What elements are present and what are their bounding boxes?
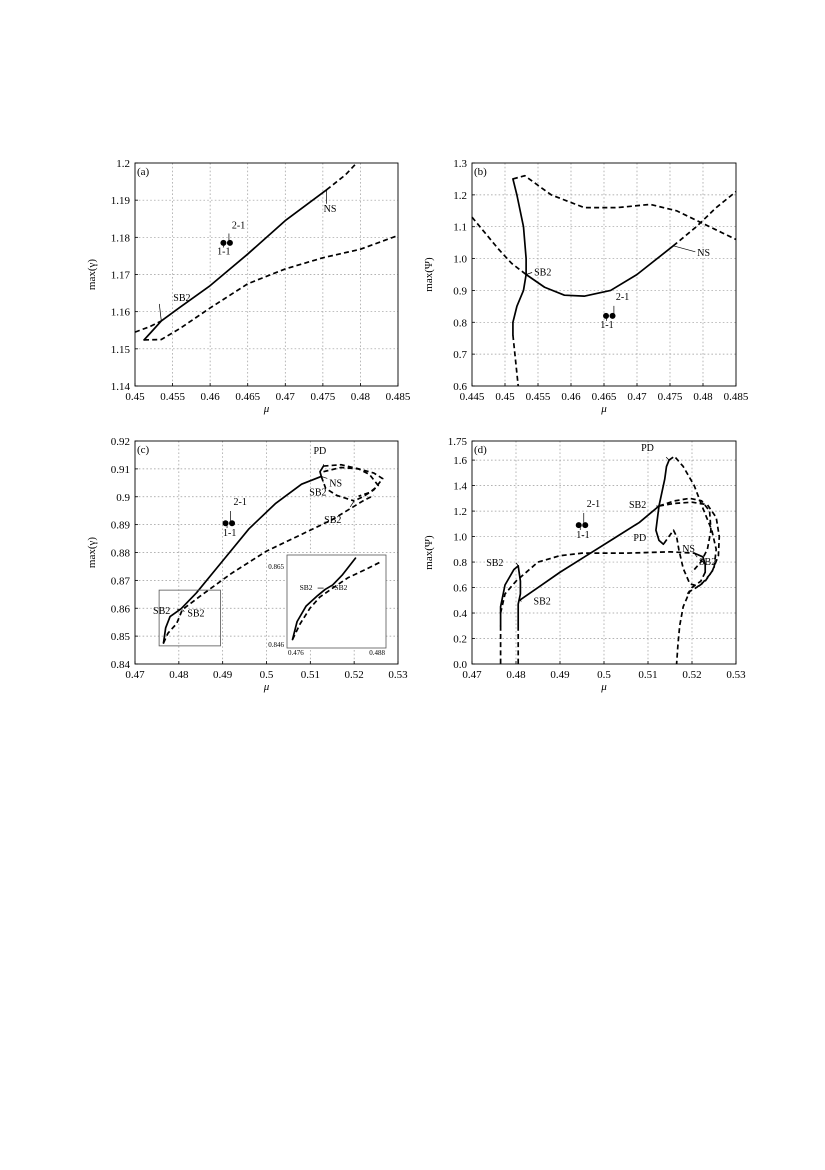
annotation-label: NS [323,203,337,215]
series-group [501,456,720,664]
x-axis-label: μ [263,681,270,693]
y-tick-label: 0.92 [110,436,130,448]
y-tick-label: 0.0 [453,659,467,671]
inset-tick-label: 0.865 [268,563,284,571]
unstable-branch-line [673,192,736,246]
annotation-label: SB2 [629,499,647,511]
y-tick-label: 1.17 [110,269,130,282]
annotation-label: 2-1 [231,220,246,232]
x-tick-label: 0.52 [344,669,364,681]
y-tick-label: 0.6 [453,381,467,393]
unstable-branch-line [501,552,695,613]
x-tick-label: 0.46 [200,391,220,403]
x-tick-label: 0.47 [462,669,482,681]
x-tick-label: 0.48 [693,391,713,403]
x-tick-label: 0.485 [385,391,411,403]
y-axis-label: max(γ) [86,536,98,569]
resonance-marker [227,240,233,246]
annotation-label: PD [641,443,654,455]
panel-label: (a) [137,166,150,178]
y-tick-label: 0.91 [110,463,130,476]
resonance-marker [610,313,616,319]
y-tick-label: 0.7 [453,349,467,362]
annotation-label: PD [633,533,647,545]
y-tick-label: 1.14 [110,381,130,393]
resonance-marker [603,313,609,319]
x-tick-label: 0.475 [657,391,683,403]
annotation-leader [159,304,161,321]
y-axis-label: max(Ψ) [423,257,435,292]
stable-branch-line [501,566,519,626]
y-tick-label: 1.0 [453,531,467,544]
annotation-label: 2-1 [233,496,247,508]
y-tick-label: 1.2 [453,189,467,202]
panel-label: (b) [474,166,487,178]
x-tick-label: 0.5 [597,669,611,681]
y-axis-label: max(γ) [86,258,98,291]
y-tick-label: 1.1 [453,221,467,234]
annotation-leader [673,246,695,252]
x-tick-label: 0.465 [235,391,261,403]
annotation-label: 2-1 [586,498,601,510]
x-tick-label: 0.475 [310,391,336,403]
annotation-label: PD [313,446,327,458]
annotation-leader [526,273,532,275]
y-tick-label: 1.0 [453,253,467,266]
annotation-label: SB2 [533,596,551,608]
annotation-label: SB2 [324,514,342,526]
x-tick-label: 0.49 [213,669,233,681]
y-tick-label: 1.4 [453,480,467,493]
annotation-label: 1-1 [600,319,614,331]
y-tick-label: 0.87 [110,575,130,588]
y-tick-label: 1.2 [116,158,130,170]
annotation-label: 2-1 [615,291,630,303]
x-tick-label: 0.48 [506,669,526,681]
annotation-label: NS [682,544,695,556]
annotation-label: SB2 [153,605,171,617]
x-tick-label: 0.52 [682,669,702,681]
y-tick-label: 0.84 [110,659,130,671]
x-axis-label: μ [601,681,607,693]
inset-plot [268,555,386,657]
x-tick-label: 0.53 [726,669,746,681]
annotation-label: SB2 [309,487,327,499]
y-tick-label: 0.6 [453,582,467,595]
stable-branch-line [320,466,324,476]
stable-branch-line [513,179,526,335]
x-tick-label: 0.5 [259,669,274,681]
y-tick-label: 0.9 [453,285,467,298]
y-tick-label: 0.8 [453,317,467,330]
y-tick-label: 1.75 [447,436,467,448]
resonance-marker [220,240,226,246]
y-tick-label: 1.3 [453,158,467,170]
x-tick-label: 0.455 [160,391,185,403]
unstable-branch-line [144,235,398,339]
x-tick-label: 0.48 [350,391,371,403]
y-tick-label: 1.15 [110,343,130,356]
y-tick-label: 1.19 [110,195,130,208]
annotation-label: NS [697,247,711,259]
panel-b [423,158,749,415]
inset-tick-label: 0.488 [369,649,385,657]
annotation-leader [182,610,184,612]
y-axis-label: max(Ψ) [423,535,435,570]
y-tick-label: 1.6 [453,455,467,468]
series-group [135,163,398,340]
y-tick-label: 0.8 [453,557,467,570]
unstable-branch-line [327,163,357,190]
resonance-marker [223,520,229,526]
annotation-label: 1-1 [217,246,231,258]
x-tick-label: 0.49 [550,669,570,681]
resonance-marker [576,522,582,528]
annotation-label: NS [329,478,343,490]
annotation-label: SB2 [187,608,205,620]
x-tick-label: 0.51 [638,669,658,681]
resonance-marker [229,520,235,526]
x-axis-label: μ [601,403,607,415]
x-tick-label: 0.47 [275,391,295,403]
x-tick-label: 0.45 [495,391,515,403]
x-tick-label: 0.46 [561,391,581,403]
inset-frame [287,555,386,648]
unstable-branch-line [513,335,518,386]
y-tick-label: 1.18 [110,232,130,245]
x-tick-label: 0.455 [525,391,551,403]
y-tick-label: 0.85 [110,631,130,644]
y-tick-label: 1.16 [110,306,130,319]
inset-annotation-label: SB2 [299,583,313,593]
panel-a [86,158,411,415]
y-tick-label: 1.2 [453,506,467,519]
unstable-branch-line [472,217,526,274]
stable-branch-line [518,566,520,626]
y-tick-label: 0.9 [116,491,130,504]
x-tick-label: 0.53 [388,669,408,681]
annotation-leader [666,457,669,460]
annotation-label: 1-1 [576,529,590,541]
y-tick-label: 0.2 [453,633,467,646]
inset-tick-label: 0.476 [288,649,304,657]
stable-branch-line [659,460,669,506]
annotation-label: SB2 [699,556,717,568]
y-tick-label: 0.86 [110,603,130,616]
x-tick-label: 0.47 [627,391,647,403]
panel-label: (d) [474,444,487,456]
inset-tick-label: 0.846 [268,641,284,649]
panel-label: (c) [137,444,150,456]
unstable-branch-line [513,176,736,240]
annotation-label: 1-1 [223,527,237,539]
x-tick-label: 0.45 [125,391,145,403]
x-tick-label: 0.51 [300,669,320,681]
y-tick-label: 0.88 [110,547,130,560]
x-tick-label: 0.47 [125,669,145,681]
annotation-leader [516,563,518,566]
x-axis-label: μ [263,403,270,415]
y-tick-label: 0.89 [110,519,130,532]
annotation-label: SB2 [486,557,504,569]
resonance-marker [582,522,588,528]
annotation-label: SB2 [173,292,191,304]
grid [135,163,398,386]
panel-c [86,436,408,693]
panel-d [423,436,746,693]
annotation-leader [520,600,522,601]
x-tick-label: 0.485 [723,391,749,403]
annotation-label: SB2 [534,267,552,279]
y-tick-label: 0.4 [453,608,467,621]
x-tick-label: 0.445 [459,391,485,403]
inset-annotation-label: SB2 [334,582,348,592]
x-tick-label: 0.48 [169,669,189,681]
stable-branch-line [656,506,663,544]
grid [472,163,736,386]
x-tick-label: 0.465 [591,391,617,403]
